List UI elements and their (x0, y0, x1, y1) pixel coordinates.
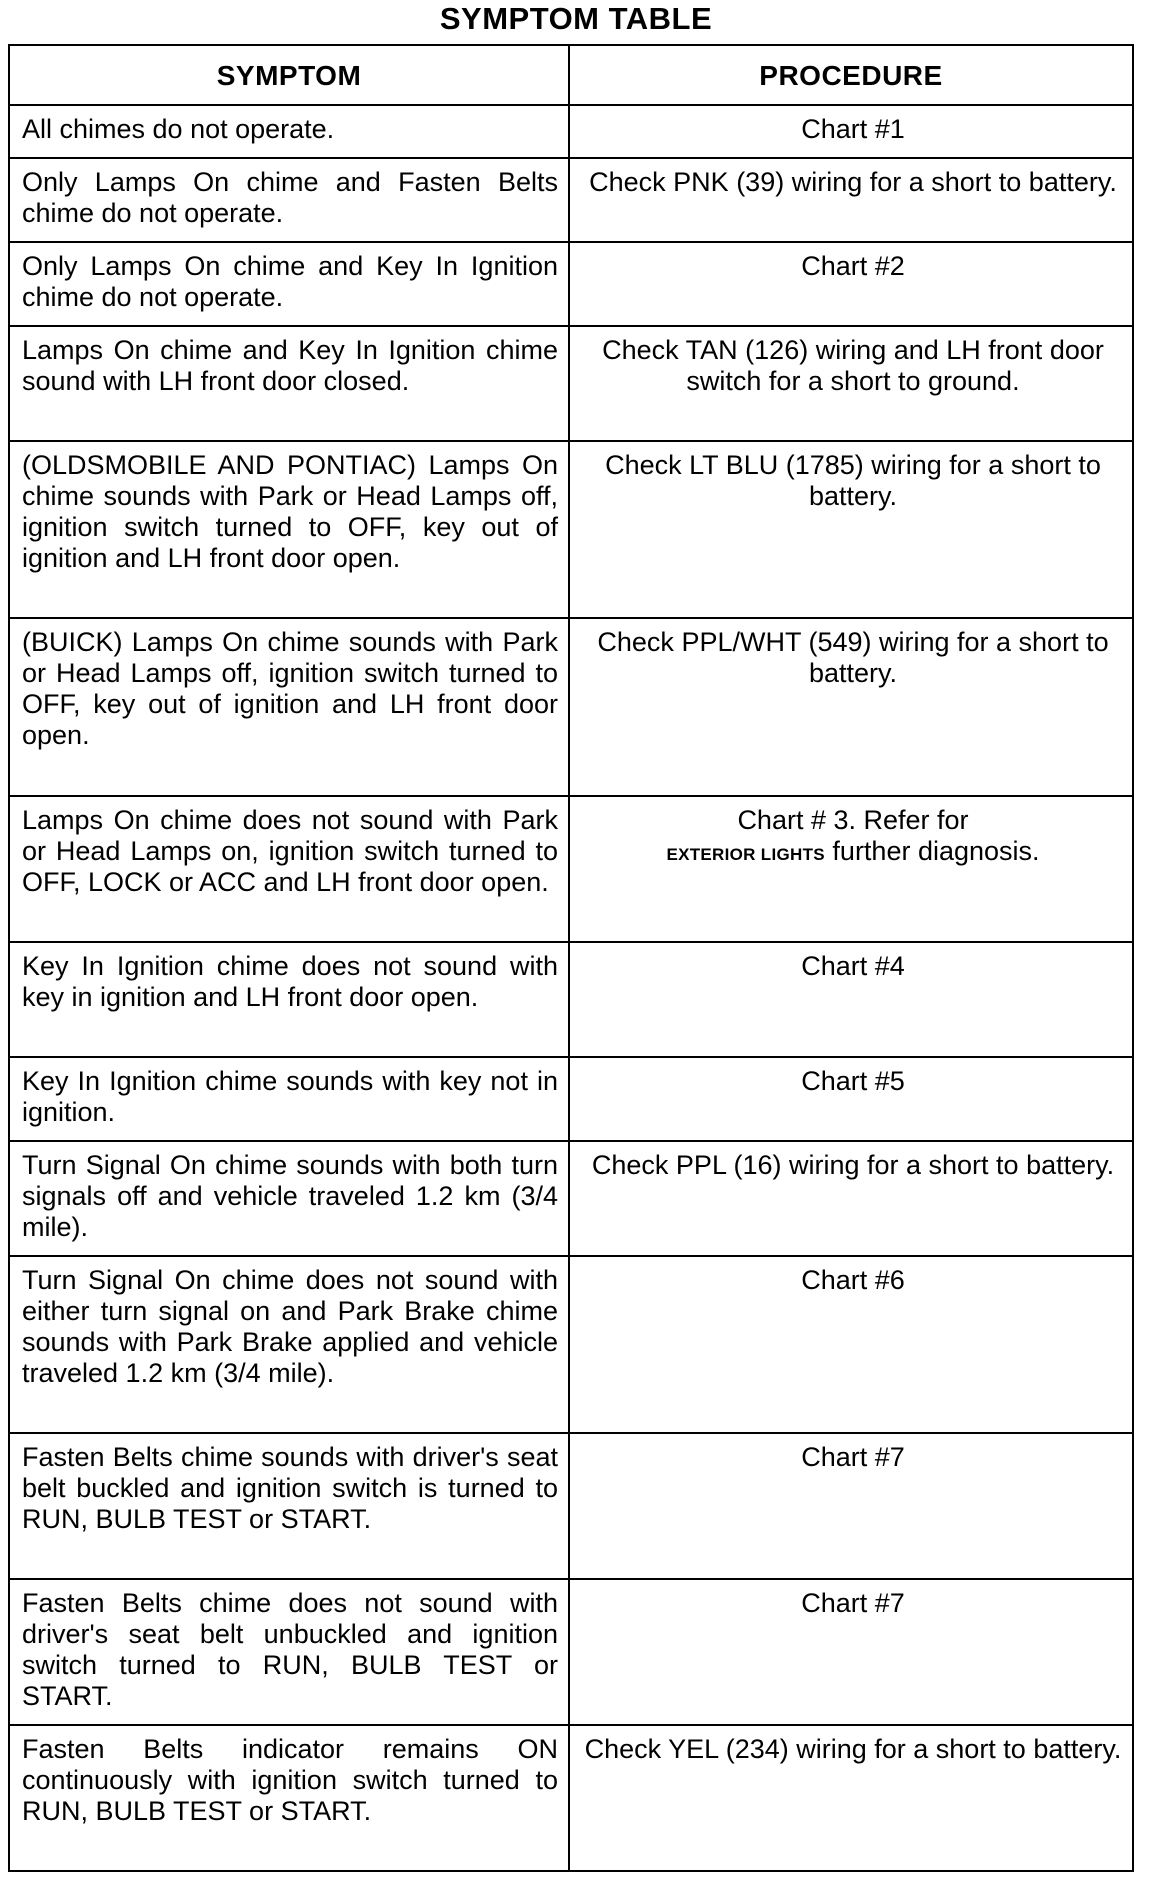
symptom-cell: Lamps On chime does not sound with Park or Head Lamps on, ignition switch turned to OFF, LOCK or ACC and LH front door open. (9, 796, 569, 942)
table-row (9, 796, 1133, 942)
symptom-cell: Key In Ignition chime sounds with key not in ignition. (9, 1057, 569, 1141)
procedure-cell: Chart #1 (569, 105, 1133, 158)
table-row (9, 441, 1133, 618)
symptom-cell: (BUICK) Lamps On chime sounds with Park or Head Lamps off, ignition switch turned to OFF, key out of ignition and LH front door open. (9, 618, 569, 796)
procedure-cell: Chart #7 (569, 1433, 1133, 1579)
procedure-cell: Check PNK (39) wiring for a short to battery. (569, 158, 1133, 242)
symptom-cell: (OLDSMOBILE AND PONTIAC) Lamps On chime sounds with Park or Head Lamps off, ignition switch turned to OFF, key out of ignition and LH front door open. (9, 441, 569, 618)
symptom-table (8, 44, 1134, 1872)
table-row (9, 158, 1133, 242)
table-row (9, 105, 1133, 158)
procedure-cell: Chart #5 (569, 1057, 1133, 1141)
procedure-cell (569, 796, 1133, 942)
page-title: SYMPTOM TABLE (439, 1, 713, 36)
table-row (9, 242, 1133, 326)
symptom-cell: Fasten Belts indicator remains ON continuously with ignition switch turned to RUN, BULB TEST or START. (9, 1725, 569, 1871)
symptom-cell: Fasten Belts chime sounds with driver's seat belt buckled and ignition switch is turned to RUN, BULB TEST or START. (9, 1433, 569, 1579)
procedure-cell: Chart #2 (569, 242, 1133, 326)
procedure-cell: Chart #4 (569, 942, 1133, 1057)
procedure-cell: Chart #6 (569, 1256, 1133, 1433)
symptom-cell: Fasten Belts chime does not sound with driver's seat belt unbuckled and ignition switch turned to RUN, BULB TEST or START. (9, 1579, 569, 1725)
symptom-cell: Key In Ignition chime does not sound with key in ignition and LH front door open. (9, 942, 569, 1057)
table-row (9, 326, 1133, 441)
symptom-cell: Lamps On chime and Key In Ignition chime sound with LH front door closed. (9, 326, 569, 441)
table-row (9, 1579, 1133, 1725)
procedure-cell: Check LT BLU (1785) wiring for a short to battery. (569, 441, 1133, 618)
table-row (9, 1141, 1133, 1256)
table-row (9, 1725, 1133, 1871)
procedure-cell: Check TAN (126) wiring and LH front door switch for a short to ground. (569, 326, 1133, 441)
procedure-text: Chart # 3. Refer for (737, 805, 969, 835)
symptom-cell: Turn Signal On chime does not sound with either turn signal on and Park Brake chime sounds with Park Brake applied and vehicle traveled 1.2 km (3/4 mile). (9, 1256, 569, 1433)
procedure-cell: Chart #7 (569, 1579, 1133, 1725)
table-row (9, 942, 1133, 1057)
procedure-text: further diagnosis. (832, 836, 1040, 866)
symptom-cell: Only Lamps On chime and Fasten Belts chime do not operate. (9, 158, 569, 242)
header-symptom: SYMPTOM (9, 45, 569, 105)
header-procedure: PROCEDURE (569, 45, 1133, 105)
symptom-cell: Only Lamps On chime and Key In Ignition chime do not operate. (9, 242, 569, 326)
symptom-cell: Turn Signal On chime sounds with both turn signals off and vehicle traveled 1.2 km (3/4 mile). (9, 1141, 569, 1256)
table-header-row (9, 45, 1133, 105)
procedure-cell: Check YEL (234) wiring for a short to battery. (569, 1725, 1133, 1871)
symptom-cell: All chimes do not operate. (9, 105, 569, 158)
table-row (9, 1057, 1133, 1141)
procedure-cell: Check PPL/WHT (549) wiring for a short to battery. (569, 618, 1133, 796)
exterior-lights-reference: EXTERIOR LIGHTS (666, 845, 825, 864)
table-row (9, 1256, 1133, 1433)
procedure-cell: Check PPL (16) wiring for a short to battery. (569, 1141, 1133, 1256)
table-row (9, 618, 1133, 796)
table-row (9, 1433, 1133, 1579)
